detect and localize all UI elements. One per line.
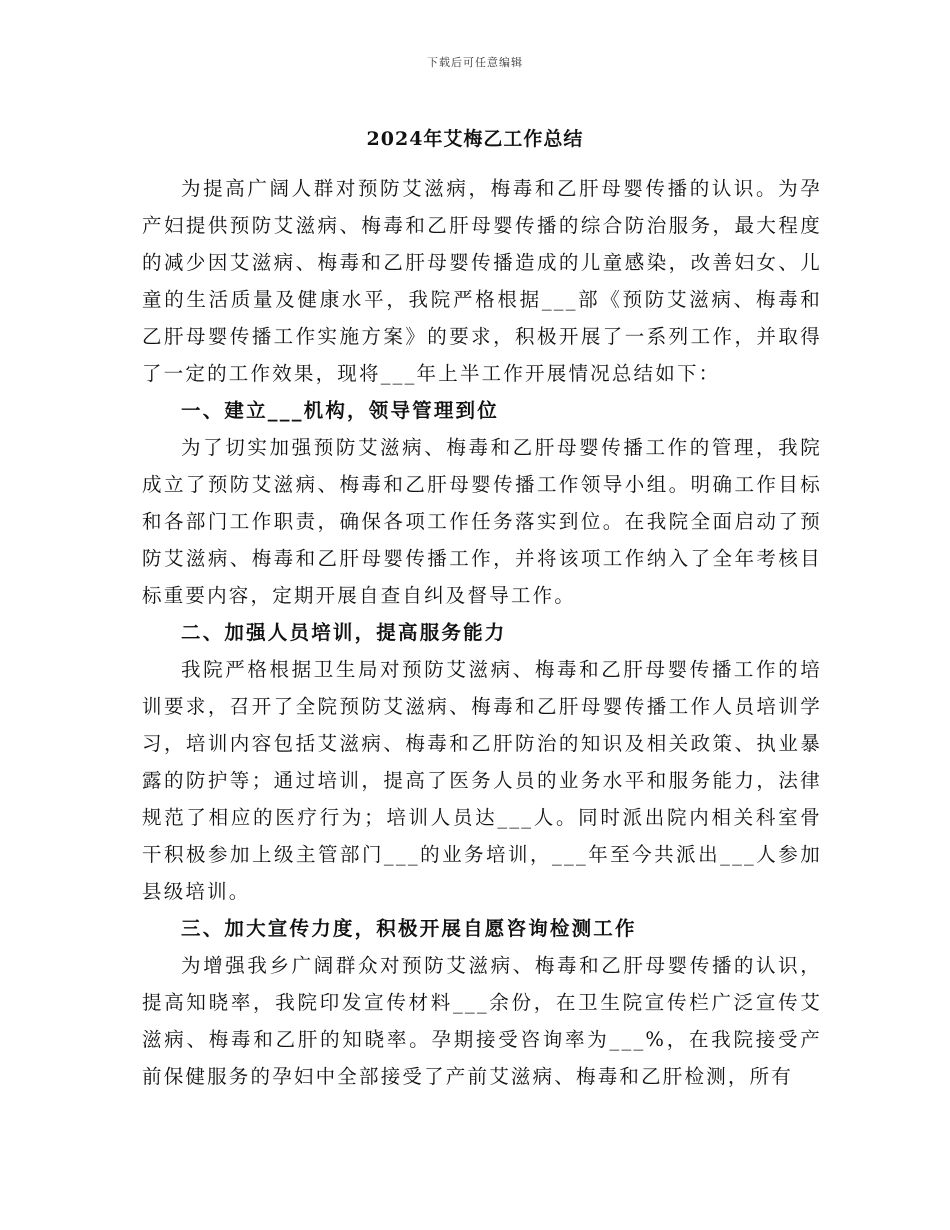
section-heading-3: 三、加大宣传力度，积极开展自愿咨询检测工作 <box>181 917 637 940</box>
section-heading-2: 二、加强人员培训，提高服务能力 <box>181 621 507 644</box>
document-body <box>142 170 822 1095</box>
document-title: 2024年艾梅乙工作总结 <box>366 128 584 150</box>
section-heading-1: 一、建立___机构，领导管理到位 <box>181 399 499 422</box>
intro-paragraph: 为提高广阔人群对预防艾滋病，梅毒和乙肝母婴传播的认识。为孕产妇提供预防艾滋病、梅毒和乙肝母婴传播的综合防治服务，最大程度的减少因艾滋病、梅毒和乙肝母婴传播造成的儿童感染，改善妇女、儿童的生活质量及健康水平，我院严格根据___部《预防艾滋病、梅毒和乙肝母婴传播工作实施方案》的要求，积极开展了一系列工作，并取得了一定的工作效果，现将___年上半工作开展情况总结如下： <box>142 177 822 385</box>
section-paragraph-2: 我院严格根据卫生局对预防艾滋病、梅毒和乙肝母婴传播工作的培训要求，召开了全院预防艾滋病、梅毒和乙肝母婴传播工作人员培训学习，培训内容包括艾滋病、梅毒和乙肝防治的知识及相关政策、执业暴露的防护等；通过培训，提高了医务人员的业务水平和服务能力，法律规范了相应的医疗行为；培训人员达___人。同时派出院内相关科室骨干积极参加上级主管部门___的业务培训，___年至今共派出___人参加县级培训。 <box>142 658 822 903</box>
section-paragraph-1: 为了切实加强预防艾滋病、梅毒和乙肝母婴传播工作的管理，我院成立了预防艾滋病、梅毒和乙肝母婴传播工作领导小组。明确工作目标和各部门工作职责，确保各项工作任务落实到位。在我院全面启动了预防艾滋病、梅毒和乙肝母婴传播工作，并将该项工作纳入了全年考核目标重要内容，定期开展自查自纠及督导工作。 <box>142 436 822 607</box>
section-paragraph-3: 为增强我乡广阔群众对预防艾滋病、梅毒和乙肝母婴传播的认识，提高知晓率，我院印发宣传材料___余份，在卫生院宣传栏广泛宣传艾滋病、梅毒和乙肝的知晓率。孕期接受咨询率为___%，在我院接受产前保健服务的孕妇中全部接受了产前艾滋病、梅毒和乙肝检测，所有 <box>142 954 822 1088</box>
header-note: 下载后可任意编辑 <box>427 56 523 69</box>
